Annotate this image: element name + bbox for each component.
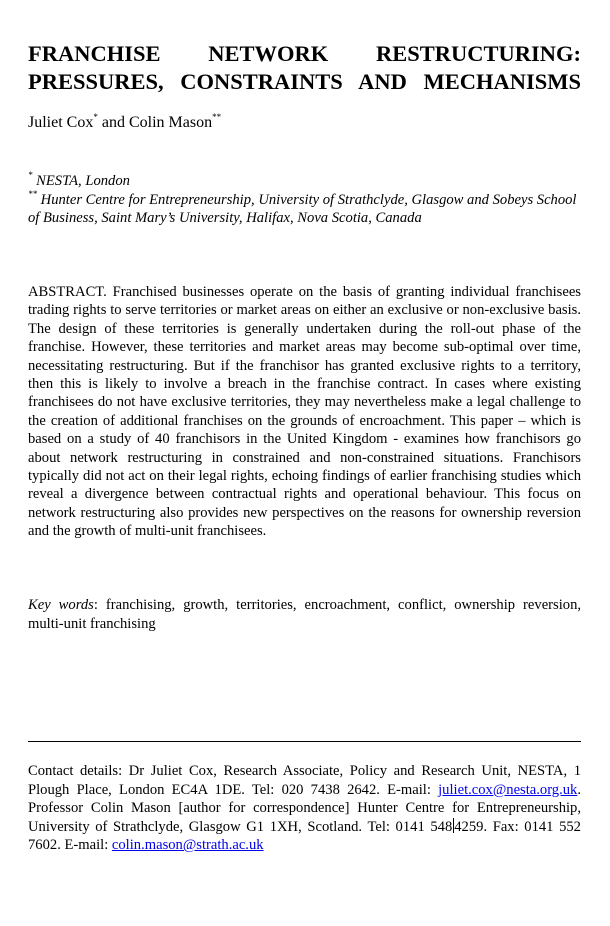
- affiliation-text: NESTA, London: [32, 173, 130, 189]
- affiliation-mark: **: [212, 112, 222, 122]
- affiliation-mark: **: [28, 188, 37, 199]
- footnote-divider: [28, 741, 581, 742]
- author-conjunction: and: [97, 114, 129, 131]
- author-name: Colin Mason: [128, 114, 213, 131]
- affiliations: [28, 172, 581, 228]
- affiliation-item: [28, 172, 581, 191]
- email-link-juliet-cox[interactable]: juliet.cox@nesta.org.uk: [438, 781, 578, 798]
- affiliation-mark: *: [28, 170, 33, 180]
- title-line-2: PRESSURES, CONSTRAINTS AND MECHANISMS: [28, 69, 581, 94]
- contact-text: . Professor Colin Mason [author for correspondence] Hunter Centre for Entrepreneurship, University of Strathclyde, Glasgow G1 1XH, Scotland. Tel: 0141 548: [28, 781, 581, 835]
- keywords: [28, 596, 581, 633]
- keywords-label: Key words: [28, 597, 94, 613]
- affiliation-text: Hunter Centre for Entrepreneurship, University of Strathclyde, Glasgow and Sobeys School of Business, Saint Mary’s University, Halifax, Nova Scotia, Canada: [28, 191, 577, 226]
- title-line-1: FRANCHISE NETWORK RESTRUCTURING:: [28, 41, 581, 66]
- affiliation-item: [28, 188, 581, 228]
- contact-details: [28, 762, 581, 855]
- abstract: ABSTRACT. Franchised businesses operate on the basis of granting individual franchisees trading rights to serve territories or market areas on either an exclusive or non-exclusive basis. The design of these territories is generally undertaken during the roll-out phase of the franchise. However, these territories and market areas may become sub-optimal over time, necessitating restructuring. But if the franchisor has granted exclusive rights to a territory, then this is likely to involve a breach in the franchise contract. In cases where existing franchisees do not have exclusive territories, they may nevertheless make a legal challenge to the creation of additional franchises on the grounds of encroachment. This paper – which is based on a study of 40 franchisors in the United Kingdom - examines how franchisors go about network restructuring in constrained and non-constrained situations. Franchisors typically did not act on their legal rights, echoing findings of earlier franchising studies which reveal a divergence between contractual rights and operational behaviour. This focus on network restructuring also provides new perspectives on the reasons for ownership reversion and the growth of multi-unit franchisees.: [28, 284, 581, 540]
- contact-text: Contact details: Dr Juliet Cox, Research Associate, Policy and Research Unit, NESTA, 1 Plough Place, London EC4A 1DE. Tel: 020 7438 2642. E-mail:: [28, 763, 581, 798]
- paper-title: [28, 40, 581, 96]
- author-list: [28, 113, 221, 133]
- keywords-text: : franchising, growth, territories, encroachment, conflict, ownership reversion, multi-unit franchising: [28, 597, 582, 632]
- email-link-colin-mason[interactable]: colin.mason@strath.ac.uk: [111, 837, 264, 853]
- contact-text: 4259. Fax: 0141 552 7602. E-mail:: [28, 818, 581, 853]
- affiliation-mark: *: [93, 112, 98, 122]
- author-name: Juliet Cox: [28, 114, 94, 131]
